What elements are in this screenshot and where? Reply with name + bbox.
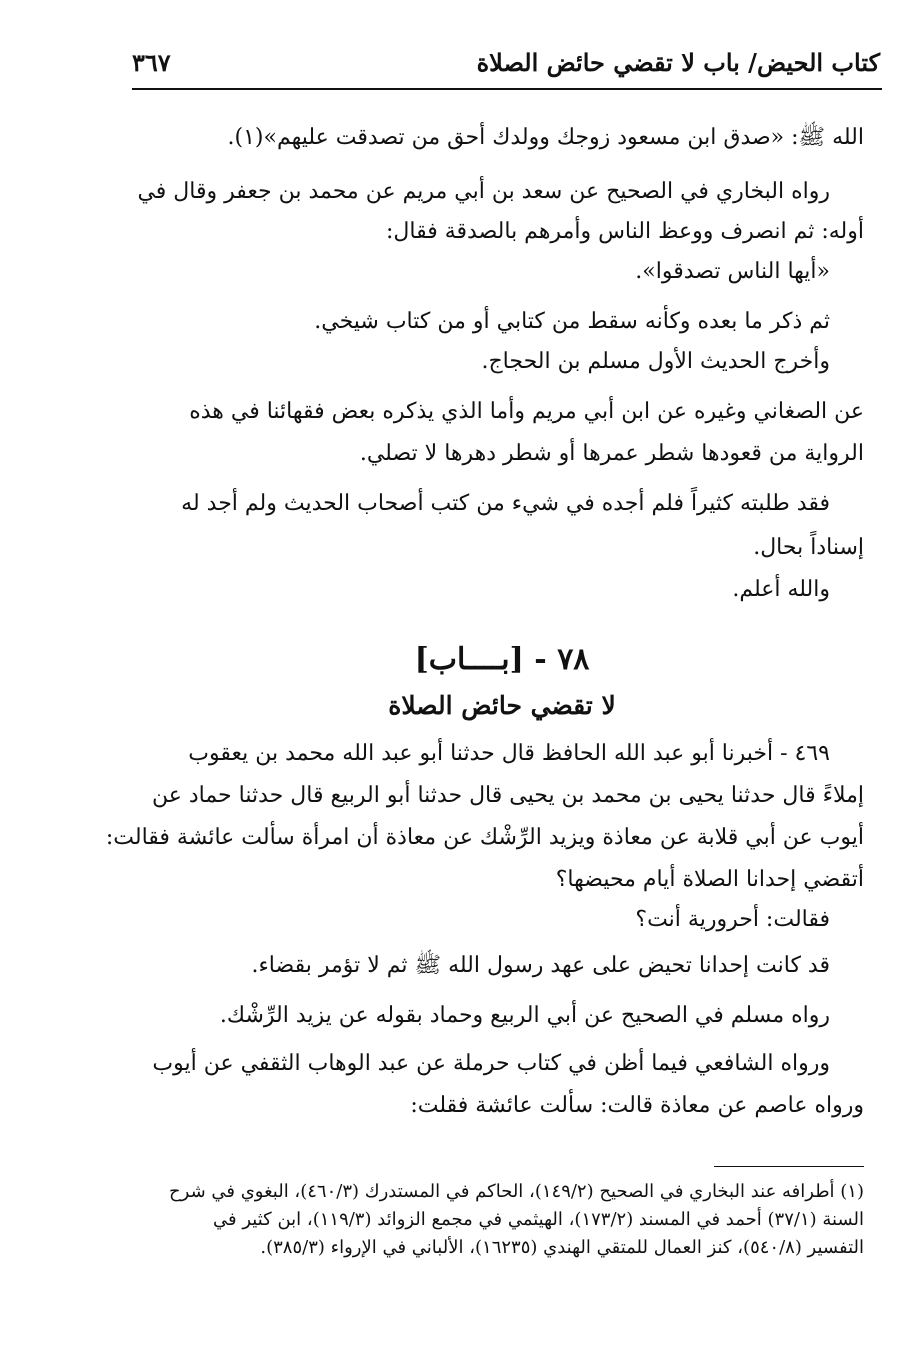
body-line: عن الصغاني وغيره عن ابن أبي مريم وأما الذي يذكره بعض فقهائنا في هذه [189,399,864,424]
hadith-line: رواه مسلم في الصحيح عن أبي الربيع وحماد بقوله عن يزيد الرِّشْك. [219,1003,830,1028]
hadith-line: قد كانت إحدانا تحيض على عهد رسول الله ﷺ ثم لا تؤمر بقضاء. [251,953,830,978]
footnote-line: التفسير (٥٤٠/٨)، كنز العمال للمتقي الهندي (١٦٢٣٥)، الألباني في الإرواء (٣٨٥/٣). [260,1237,864,1258]
hadith-line: ٤٦٩ - أخبرنا أبو عبد الله الحافظ قال حدثنا أبو عبد الله محمد بن يعقوب [188,741,830,766]
footnote-rule [714,1166,864,1167]
hadith-line: إملاءً قال حدثنا يحيى بن محمد بن يحيى قال حدثنا أبو الربيع قال حدثنا حماد عن [151,783,864,808]
body-line: إسناداً بحال. [753,535,864,560]
hadith-line: أتقضي إحدانا الصلاة أيام محيضها؟ [555,867,864,892]
hadith-line: ورواه الشافعي فيما أظن في كتاب حرملة عن عبد الوهاب الثقفي عن أيوب [152,1051,830,1076]
chapter-subtitle: لا تقضي حائض الصلاة [388,691,616,720]
header-rule [132,88,882,90]
body-line: وأخرج الحديث الأول مسلم بن الحجاج. [481,349,830,374]
body-line: «أيها الناس تصدقوا». [635,259,830,284]
footnote-line: السنة (٣٧/١) أحمد في المسند (١٧٣/٢)، الهيثمي في مجمع الزوائد (١١٩/٣)، ابن كثير في [213,1209,864,1230]
footnote-line: (١) أطرافه عند البخاري في الصحيح (١٤٩/٢)، الحاكم في المستدرك (٤٦٠/٣)، البغوي في شرح [169,1181,864,1202]
hadith-line: فقالت: أحرورية أنت؟ [635,907,830,932]
hadith-line: أيوب عن أبي قلابة عن معاذة ويزيد الرِّشْك عن معاذة أن امرأة سألت عائشة فقالت: [105,825,864,850]
body-line: فقد طلبته كثيراً فلم أجده في شيء من كتب أصحاب الحديث ولم أجد له [181,491,830,516]
chapter-title: ٧٨ - [بــــاب] [414,642,590,677]
body-line: أوله: ثم انصرف ووعظ الناس وأمرهم بالصدقة فقال: [385,219,864,244]
body-line: رواه البخاري في الصحيح عن سعد بن أبي مريم عن محمد بن جعفر وقال في [137,179,830,204]
body-line: ثم ذكر ما بعده وكأنه سقط من كتابي أو من كتاب شيخي. [314,309,830,334]
body-line: الله ﷺ: «صدق ابن مسعود زوجك وولدك أحق من تصدقت عليهم»(١). [227,125,864,150]
page-number: ٣٦٧ [132,47,171,77]
body-line: الرواية من قعودها شطر عمرها أو شطر دهرها لا تصلي. [359,441,864,466]
hadith-line: ورواه عاصم عن معاذة قالت: سألت عائشة فقلت: [410,1093,864,1118]
running-title: كتاب الحيض/ باب لا تقضي حائض الصلاة [476,47,880,77]
body-line: والله أعلم. [732,577,830,602]
running-header [132,38,880,86]
